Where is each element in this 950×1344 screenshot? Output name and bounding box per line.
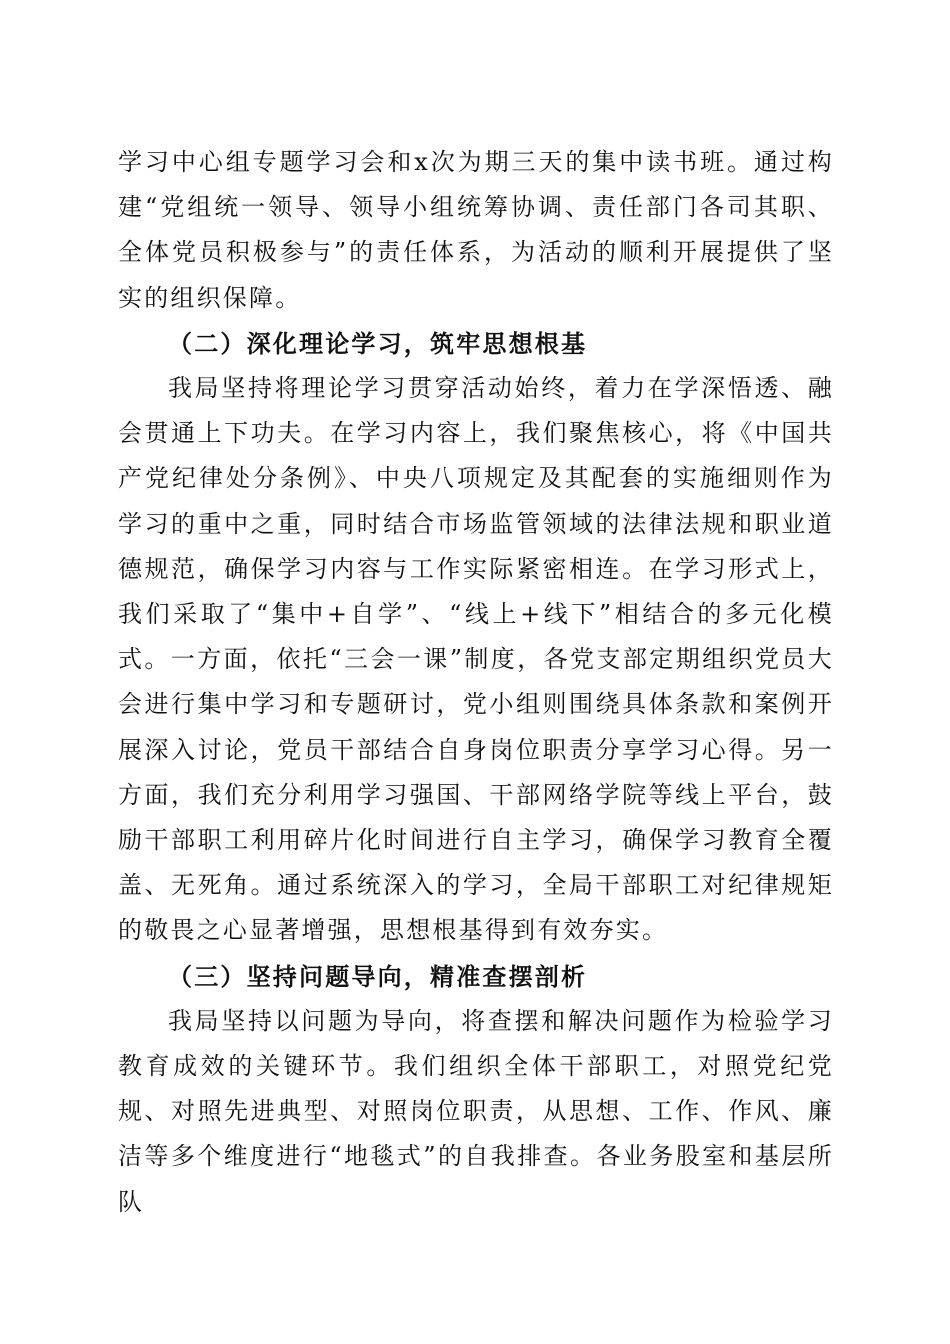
section-heading-3: （三）坚持问题导向，精准查摆剖析 — [168, 961, 588, 991]
paragraph-continuation: 学习中心组专题学习会和x次为期三天的集中读书班。通过构建“党组统一领导、领导小组统筹协调、责任部门各司其职、全体党员积极参与”的责任体系，为活动的顺利开展提供了坚实的组织保障。 — [118, 148, 834, 312]
paragraph-theory-study: 我局坚持将理论学习贯穿活动始终，着力在学深悟透、融会贯通上下功夫。在学习内容上，我们聚焦核心，将《中国共产党纪律处分条例》、中央八项规定及其配套的实施细则作为学习的重中之重，同时结合市场监管领域的法律法规和职业道德规范，确保学习内容与工作实际紧密相连。在学习形式上，我们采取了“集中+自学”、“线上+线下”相结合的多元化模式。一方面，依托“三会一课”制度，各党支部定期组织党员大会进行集中学习和专题研讨，党小组则围绕具体条款和案例开展深入讨论，党员干部结合自身岗位职责分享学习心得。另一方面，我们充分利用学习强国、干部网络学院等线上平台，鼓励干部职工利用碎片化时间进行自主学习，确保学习教育全覆盖、无死角。通过系统深入的学习，全局干部职工对纪律规矩的敬畏之心显著增强，思想根基得到有效夯实。 — [118, 374, 834, 945]
section-heading-2: （二）深化理论学习，筑牢思想根基 — [168, 328, 588, 358]
document-body — [118, 140, 834, 1225]
paragraph-problem-orientation: 我局坚持以问题为导向，将查摆和解决问题作为检验学习教育成效的关键环节。我们组织全体干部职工，对照党纪党规、对照先进典型、对照岗位职责，从思想、工作、作风、廉洁等多个维度进行“地毯式”的自我排查。各业务股室和基层所队 — [118, 1006, 834, 1216]
